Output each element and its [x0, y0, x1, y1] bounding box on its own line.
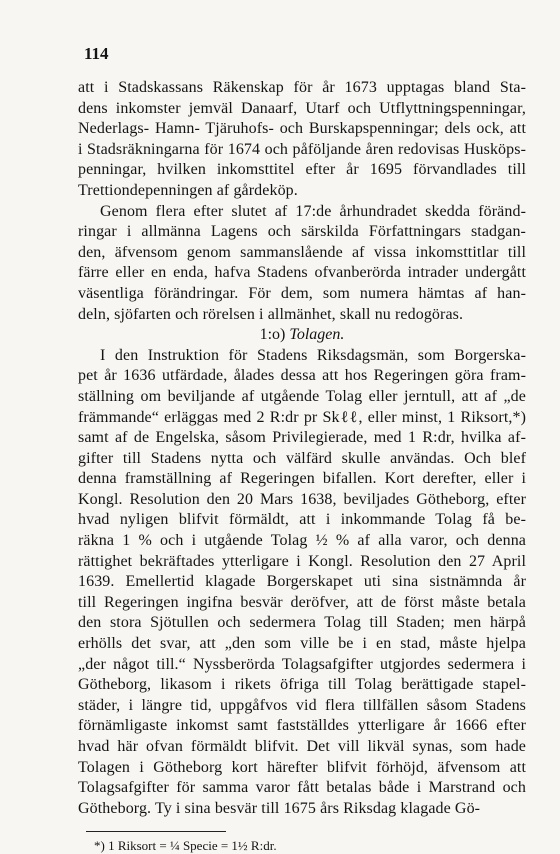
text-line: dens inkomster jemväl Danaarf, Utarf och Utflyttningspenningar,	[78, 99, 526, 117]
text-line: erhölls det svar, att „den som ville be i en stad, måste hjelpa	[78, 635, 526, 653]
text-line: förnämligaste inkomst samt fastställdes ytterligare år 1666 efter	[78, 717, 526, 735]
footnote: *) 1 Riksort = ¼ Specie = 1½ R:dr.	[94, 838, 277, 854]
text-line: rättighet bekräftades ytterligare i Kongl. Resolution den 27 April	[78, 552, 526, 570]
section-heading	[78, 325, 526, 346]
text-line: gifter till Stadens nytta och välfärd skulle användas. Och blef	[78, 449, 526, 467]
paragraph	[78, 346, 526, 820]
text-line: Götheborg, likasom i rikets öfriga till Tolag berättigade stapel-	[78, 676, 526, 694]
text-line: Trettiondepenningen af gårdeköp.	[78, 181, 298, 199]
text-line: den, äfvensom genom sammanslående af vissa inkomsttitlar till	[78, 243, 526, 261]
text-line: den stora Sjötullen och sedermera Tolag till Staden; men härpå	[78, 614, 526, 632]
text-line: att i Stadskassans Räkenskap för år 1673 upptagas bland Sta-	[78, 79, 526, 96]
text-line: Genom flera efter slutet af 17:de århundradet skedda föränd-	[100, 202, 526, 220]
text-line: hvad här ofvan förmäldt blifvit. Det vill likväl synas, som hade	[78, 738, 526, 755]
paragraph	[78, 78, 526, 202]
page-number: 114	[84, 44, 109, 63]
text-line: pet år 1636 utfärdade, ålades dessa att hos Regeringen göra fram-	[78, 367, 526, 385]
text-line: samt af de Engelska, såsom Privilegierade, med 1 R:dr, hvilka af-	[78, 429, 526, 447]
text-line: i Stadsräkningarna för 1674 och påföljande åren redovisas Husköps-	[78, 140, 526, 158]
text-line: Kongl. Resolution den 20 Mars 1638, beviljades Götheborg, efter	[78, 490, 526, 508]
text-line: ställning om beviljande af utgående Tolag eller jerntull, att af „de	[78, 387, 526, 405]
text-line: denna framställning af Regeringen bifallen. Kort derefter, eller i	[78, 470, 526, 488]
text-line: penningar, hvilken inkomsttitel efter år 1695 förvandlades till	[78, 161, 526, 179]
text-line: ringar i allmänna Lagens och särskilda Författningars stadgan-	[78, 223, 526, 241]
footnote-divider	[86, 831, 226, 832]
text-line: „der något till.“ Nyssberörda Tolagsafgifter utgjordes sedermera i	[78, 655, 526, 673]
text-line: Nederlags- Hamn- Tjäruhofs- och Burskapspenningar; dels ock, att	[78, 120, 526, 138]
section-number: 1:o)	[259, 326, 286, 344]
text-line: Götheborg. Ty i sina besvär till 1675 års Riksdag klagade Gö-	[78, 799, 481, 817]
text-line: deln, sjöfarten och rörelsen i allmänhet, skall nu redogöras.	[78, 305, 464, 323]
text-line: Tolagsafgifter för samma varor fått betalas både i Marstrand och	[78, 779, 526, 797]
section-title: Tolagen.	[285, 326, 345, 344]
text-line: städer, i längre tid, uppgåfvos vid flera tillfällen såsom Stadens	[78, 696, 526, 714]
body-text	[78, 78, 526, 819]
text-line: främmande“ erläggas med 2 R:dr pr Skℓℓ, eller minst, 1 Riksort,*)	[78, 408, 526, 426]
text-line: 1639. Emellertid klagade Borgerskapet uti sina sistnämnda år	[78, 573, 526, 591]
text-line: räkna 1 % och i utgående Tolag ½ % af alla varor, och denna	[78, 532, 526, 550]
text-line: färre eller en enda, hafva Stadens ofvanberörda intrader undergått	[78, 264, 526, 282]
text-line: hvad nyligen blifvit förmäldt, att i inkommande Tolag få be-	[78, 511, 526, 529]
paragraph	[78, 202, 526, 326]
text-line: till Regeringen ingifna besvär deröfver, att de först måste betala	[78, 593, 526, 611]
text-line: Tolagen i Götheborg kort härefter blifvit förhöjd, äfvensom att	[78, 758, 526, 776]
text-line: I den Instruktion för Stadens Riksdagsmän, som Borgerska-	[100, 346, 526, 364]
text-line: väsentliga förändringar. För dem, som numera hämtas af han-	[78, 284, 526, 302]
